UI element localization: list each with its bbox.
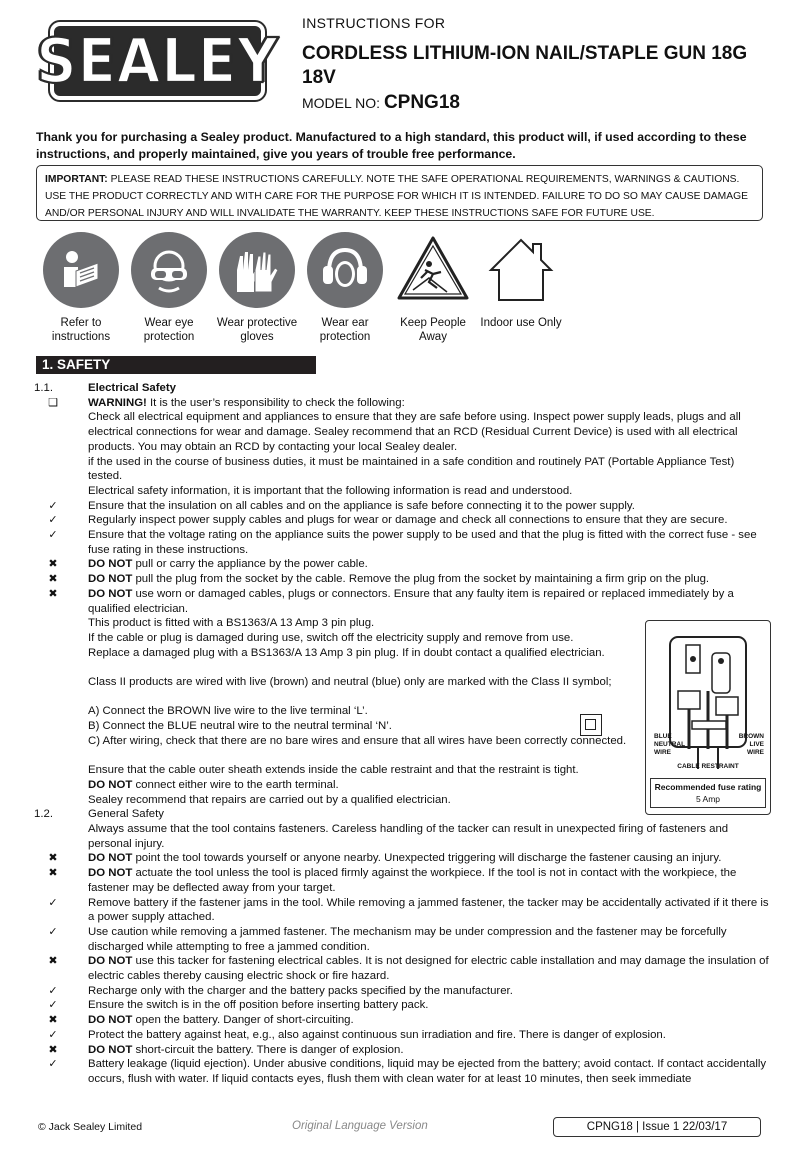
brown-wire-label: BROWN LIVE WIRE	[738, 733, 764, 756]
icon-label: Wear protective gloves	[216, 317, 298, 343]
icon-eye-protection	[124, 230, 214, 344]
icon-label: Keep People Away	[400, 317, 466, 343]
icon-keep-away	[388, 230, 478, 344]
check-item: ✓ Ensure that the voltage rating on the appliance suits the power supply to be used and that the plug is fitted with the correct fuse - see fuse rating in these instructions.	[0, 528, 808, 557]
ear-defenders-icon	[307, 232, 383, 308]
cross-item: ✖ DO NOT point the tool towards yourself or anyone nearby. Unexpected triggering will discharge the fastener causing an injury.	[0, 851, 808, 866]
fuse-rating-box	[650, 778, 766, 808]
icon-protective-gloves	[212, 230, 302, 344]
class-ii-symbol	[580, 714, 602, 736]
section-heading-safety: 1. SAFETY	[36, 356, 316, 374]
cross-item: ✖ DO NOT open the battery. Danger of short-circuiting.	[0, 1013, 808, 1028]
model-label: MODEL NO:	[302, 95, 381, 111]
paragraph: if the used in the course of business duties, it must be maintained in a safe condition and routinely PAT (Portable Appliance Test) tested.	[88, 455, 735, 483]
paragraph: Always assume that the tool contains fasteners. Careless handling of the tacker can result in unexpected firing of fasteners and personal injury.	[88, 823, 729, 850]
paragraph: Electrical safety information, it is important that the following information is read and understood.	[88, 484, 573, 497]
fuse-title: Recommended fuse rating	[654, 782, 762, 792]
thanks-text: Thank you for purchasing a Sealey product. Manufactured to a high standard, this product will, if used according to these instructions, and properly maintained, give you years of trouble free performance.	[36, 130, 747, 161]
check-icon: ✓	[48, 1058, 58, 1071]
cross-item: ✖ DO NOT pull the plug from the socket by the cable. Remove the plug from the socket by maintaining a firm grip on the plug.	[0, 572, 808, 587]
paragraph: A) Connect the BROWN live wire to the live terminal ‘L’.	[88, 705, 368, 718]
icon-label: Wear eye protection	[143, 317, 195, 343]
plug-wiring-diagram	[645, 620, 771, 815]
check-icon: ✓	[48, 499, 58, 512]
checkbox-icon: ❑	[48, 396, 58, 409]
subsection-heading: 1.2. General Safety	[34, 808, 164, 821]
paragraph: C) After wiring, check that there are no bare wires and ensure that all wires have been correctly connected.	[88, 734, 627, 747]
paragraph: Ensure that the cable outer sheath extends inside the cable restraint and that the restraint is tight.	[88, 764, 579, 777]
check-icon: ✓	[48, 1028, 58, 1041]
check-icon: ✓	[48, 514, 58, 527]
model-line	[302, 92, 460, 114]
paragraph: Sealey recommend that repairs are carried out by a qualified electrician.	[88, 793, 451, 806]
check-item: ✓ Battery leakage (liquid ejection). Under abusive conditions, liquid may be ejected from the battery; avoid contact. If contact accidentally occurs, flush with water. If liquid contacts eyes, flush them with clean water for at least 10 minutes, then seek immediate	[0, 1057, 808, 1086]
check-item: ✓ Use caution while removing a jammed fastener. The mechanism may be under compression and the fastener may be forcefully discharged while attempting to free a jammed condition.	[0, 925, 808, 954]
subsection-heading: 1.1. Electrical Safety	[34, 382, 177, 394]
keep-away-icon	[395, 232, 471, 308]
paragraph: B) Connect the BLUE neutral wire to the neutral terminal ‘N’.	[88, 720, 392, 733]
icon-label: Wear ear protection	[319, 317, 371, 343]
check-item: ✓ Remove battery if the fastener jams in the tool. While removing a jammed fastener, the tacker may be accidentally activated if it there is a power supply attached.	[0, 896, 808, 925]
icon-refer-instructions	[36, 230, 126, 344]
instructions-for: INSTRUCTIONS FOR	[302, 15, 446, 31]
icon-ear-protection	[300, 230, 390, 344]
paragraph: This product is fitted with a BS1363/A 13 Amp 3 pin plug.	[88, 617, 375, 630]
check-item: ✓ Ensure the switch is in the off position before inserting battery pack.	[0, 998, 808, 1013]
paragraph: Replace a damaged plug with a BS1363/A 13 Amp 3 pin plug. If in doubt contact a qualified electrician.	[88, 646, 605, 659]
cable-restraint-label: CABLE RESTRAINT	[677, 763, 739, 770]
language-version: Original Language Version	[292, 1120, 428, 1132]
cross-item: ✖ DO NOT pull or carry the appliance by the power cable.	[0, 557, 808, 572]
important-text: PLEASE READ THESE INSTRUCTIONS CAREFULLY. NOTE THE SAFE OPERATIONAL REQUIREMENTS, WARNINGS & CAUTIONS. USE THE PRODUCT CORRECTLY AND WITH CARE FOR THE PURPOSE FOR WHICH IT IS INTENDED. FAILURE TO DO SO MAY CAUSE DAMAGE AND/OR PERSONAL INJURY AND WILL INVALIDATE THE WARRANTY. KEEP THESE INSTRUCTIONS SAFE FOR FUTURE USE.	[45, 174, 748, 219]
manual-icon	[43, 232, 119, 308]
cross-icon: ✖	[48, 955, 58, 968]
paragraph: If the cable or plug is damaged during use, switch off the electricity supply and remove from use.	[88, 631, 574, 644]
check-item: ✓ Ensure that the insulation on all cables and on the appliance is safe before connecting it to the power supply.	[0, 499, 808, 514]
blue-wire-label: BLUE NEUTRAL WIRE	[654, 733, 685, 756]
paragraph: DO NOT connect either wire to the earth terminal.	[88, 778, 339, 791]
house-icon	[483, 232, 559, 308]
cross-icon: ✖	[48, 573, 58, 586]
check-icon: ✓	[48, 896, 58, 909]
fuse-value: 5 Amp	[695, 794, 721, 804]
paragraph: Class II products are wired with live (brown) and neutral (blue) only are marked with the Class II symbol;	[88, 676, 612, 689]
check-icon: ✓	[48, 984, 58, 997]
cross-icon: ✖	[48, 867, 58, 880]
cross-icon: ✖	[48, 558, 58, 571]
cross-icon: ✖	[48, 852, 58, 865]
paragraph: Check all electrical equipment and appliances to ensure that they are safe before using. Inspect power supply leads, plugs and all electrical connections for wear and damage. Sealey recommend that an RCD (Residual Current Device) is used with all electrical products. You may obtain an RCD by contacting your local Sealey dealer.	[88, 411, 741, 453]
important-label: IMPORTANT:	[45, 174, 108, 185]
cross-item: ✖ DO NOT short-circuit the battery. There is danger of explosion.	[0, 1043, 808, 1058]
safety-icons	[36, 230, 576, 343]
product-title: CORDLESS LITHIUM-ION NAIL/STAPLE GUN 18G 18V	[302, 43, 748, 88]
goggles-icon	[131, 232, 207, 308]
check-item: ✓ Regularly inspect power supply cables and plugs for wear or damage and check all connections to ensure that they are secure.	[0, 513, 808, 528]
icon-label: Refer to instructions	[51, 317, 111, 343]
cross-icon: ✖	[48, 1043, 58, 1056]
cross-icon: ✖	[48, 1014, 58, 1027]
icon-label: Indoor use Only	[480, 317, 562, 329]
gloves-icon	[219, 232, 295, 308]
sealey-logo: SEALEY	[50, 22, 265, 100]
check-icon: ✓	[48, 999, 58, 1012]
cross-item: ✖ DO NOT actuate the tool unless the tool is placed firmly against the workpiece. If the tool is not in contact with the workpiece, the fastener may be deflected away from your target.	[0, 866, 808, 895]
model-number: CPNG18	[383, 92, 460, 113]
warning-line: ❑ WARNING! It is the user’s responsibility to check the following:	[0, 396, 808, 411]
important-box	[36, 165, 763, 221]
check-icon: ✓	[48, 529, 58, 542]
check-item: ✓ Protect the battery against heat, e.g., also against continuous sun irradiation and fire. There is danger of explosion.	[0, 1028, 808, 1043]
check-item: ✓ Recharge only with the charger and the battery packs specified by the manufacturer.	[0, 984, 808, 999]
issue-box: CPNG18 | Issue 1 22/03/17	[553, 1117, 761, 1137]
icon-indoor-use	[476, 230, 566, 330]
copyright: © Jack Sealey Limited	[38, 1121, 143, 1133]
cross-icon: ✖	[48, 587, 58, 600]
cross-item: ✖ DO NOT use this tacker for fastening electrical cables. It is not designed for electric cable installation and may damage the insulation of electric cables thereby causing electric shock or fire hazard.	[0, 954, 808, 983]
check-icon: ✓	[48, 925, 58, 938]
cross-item: ✖ DO NOT use worn or damaged cables, plugs or connectors. Ensure that any faulty item is repaired or replaced immediately by a qualified electrician.	[0, 587, 808, 616]
